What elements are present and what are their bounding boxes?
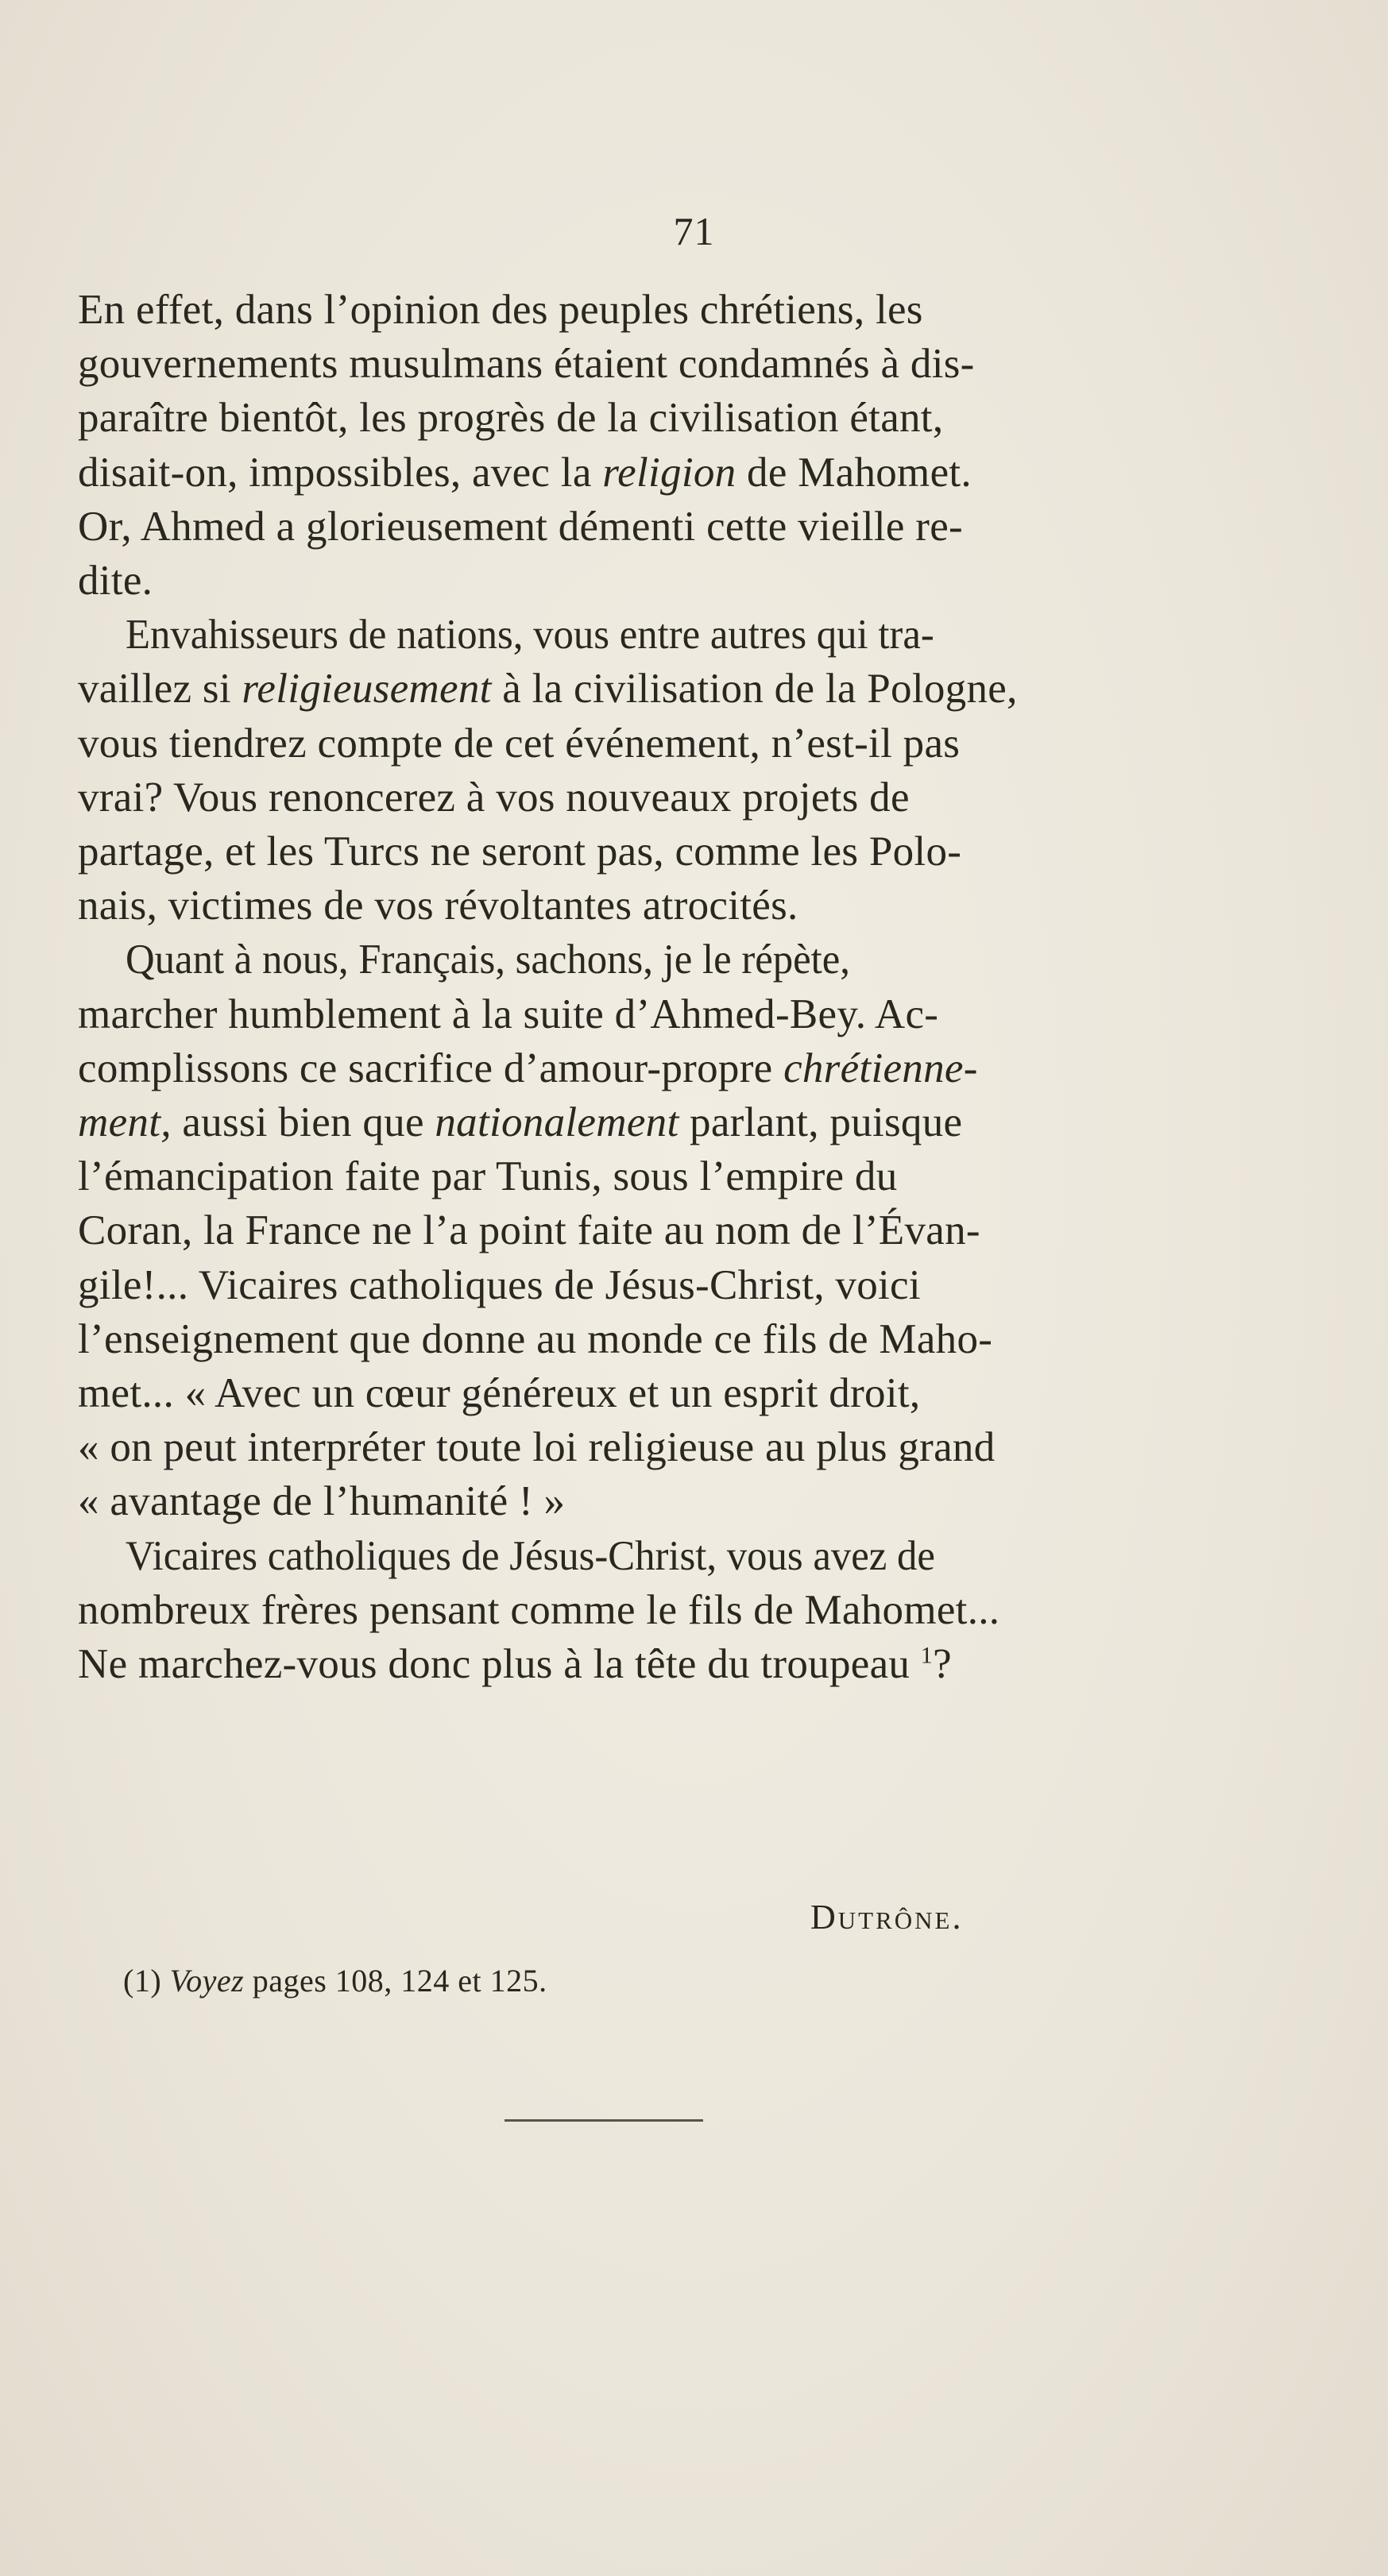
text-run: « on peut interpréter toute loi religieuse au plus grand (78, 1424, 996, 1470)
text-run: paraître bientôt, les progrès de la civilisation étant, (78, 395, 944, 441)
text-run: Or, Ahmed a glorieusement démenti cette vieille re- (78, 504, 963, 550)
text-run: marcher humblement à la suite d’Ahmed-Bey. Ac- (78, 991, 939, 1037)
italic-text: ment, (78, 1099, 172, 1145)
text-run: ? (933, 1641, 952, 1687)
footnote-italic: Voyez (169, 1963, 245, 1999)
text-line (78, 282, 1206, 338)
text-run: Coran, la France ne l’a point faite au nom de l’Évan- (78, 1207, 980, 1253)
author-signature: Dutrône. (810, 1898, 964, 1937)
text-line (78, 1041, 1206, 1096)
end-rule (505, 2119, 703, 2122)
text-run: gouvernements musulmans étaient condamnés à dis- (78, 341, 975, 387)
italic-text: religion (602, 450, 737, 496)
text-line (78, 553, 1206, 608)
text-run: parlant, puisque (679, 1099, 963, 1145)
text-line (78, 1311, 1206, 1367)
text-run: Quant à nous, Français, sachons, je le répète, (126, 937, 850, 983)
text-line (78, 1419, 1206, 1475)
text-run: Envahisseurs de nations, vous entre autres qui tra- (126, 612, 934, 658)
text-line (78, 499, 1206, 554)
footnote-marker: (1) (123, 1963, 162, 1999)
text-run: aussi bien que (171, 1099, 435, 1145)
text-line (78, 1095, 1206, 1150)
text-run: vous tiendrez compte de cet événement, n’est-il pas (78, 720, 961, 767)
footnote (123, 1962, 547, 1999)
text-line (78, 770, 1206, 825)
text-run: dite. (78, 558, 153, 604)
text-line (78, 336, 1206, 392)
text-run: met... « Avec un cœur généreux et un esprit droit, (78, 1370, 921, 1416)
text-run: de Mahomet. (736, 450, 972, 496)
text-line (78, 661, 1206, 716)
italic-text: religieusement (242, 666, 492, 712)
text-line (78, 1636, 1206, 1692)
text-line (78, 1582, 1206, 1638)
text-line (78, 716, 1206, 771)
text-run: nais, victimes de vos révoltantes atrocités. (78, 882, 798, 929)
text-line (126, 607, 1206, 662)
text-run: disait-on, impossibles, avec la (78, 450, 603, 496)
text-run: En effet, dans l’opinion des peuples chrétiens, les (78, 287, 923, 333)
text-run: vaillez si (78, 666, 242, 712)
text-line (78, 878, 1206, 933)
text-line (78, 824, 1206, 879)
page-number: 71 (673, 209, 715, 253)
text-line (78, 1365, 1206, 1421)
text-line (78, 1473, 1206, 1529)
text-run: nombreux frères pensant comme le fils de Mahomet... (78, 1587, 1000, 1633)
italic-text: nationalement (435, 1099, 679, 1145)
text-line (78, 987, 1206, 1042)
text-line (78, 1203, 1206, 1258)
footnote-reference: 1 (920, 1642, 934, 1669)
text-line (126, 1528, 1206, 1584)
text-run: vrai? Vous renoncerez à vos nouveaux projets de (78, 774, 910, 821)
text-run: gile!... Vicaires catholiques de Jésus-Christ, voici (78, 1262, 921, 1308)
text-run: l’émancipation faite par Tunis, sous l’empire du (78, 1153, 898, 1199)
text-run: Vicaires catholiques de Jésus-Christ, vous avez de (126, 1533, 935, 1579)
text-run: à la civilisation de la Pologne, (491, 666, 1018, 712)
text-line (78, 390, 1206, 446)
text-line (78, 1257, 1206, 1313)
text-line (78, 1149, 1206, 1204)
text-line (126, 932, 1206, 987)
footnote-text: pages 108, 124 et 125. (244, 1963, 547, 1999)
text-run: l’enseignement que donne au monde ce fils de Maho- (78, 1316, 993, 1362)
text-run: Ne marchez-vous donc plus à la tête du troupeau (78, 1641, 921, 1687)
text-line (78, 445, 1206, 500)
italic-text: chrétienne- (783, 1045, 978, 1091)
text-run: partage, et les Turcs ne seront pas, comme les Polo- (78, 828, 962, 875)
text-run: complissons ce sacrifice d’amour-propre (78, 1045, 784, 1091)
text-run: « avantage de l’humanité ! » (78, 1478, 566, 1524)
